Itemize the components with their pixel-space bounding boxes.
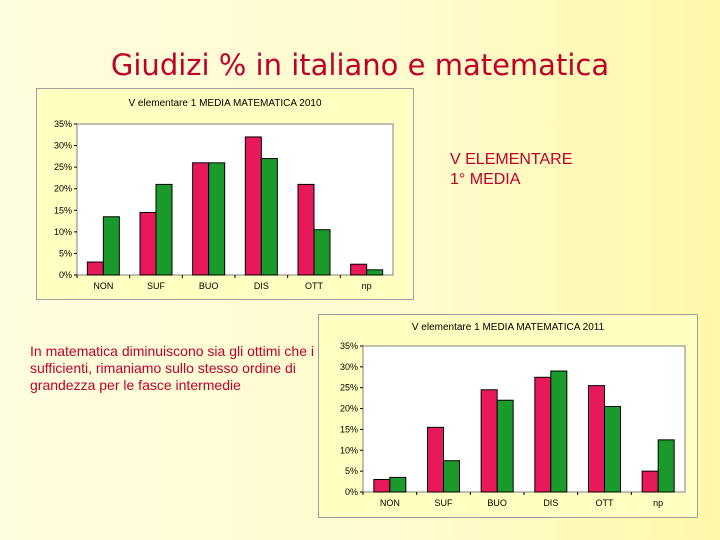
y-tick-label: 10%	[53, 226, 72, 237]
x-tick-label: NON	[93, 281, 114, 291]
y-tick-label: 15%	[339, 424, 358, 435]
slide-title: Giudizi % in italiano e matematica	[110, 48, 610, 82]
legend	[450, 150, 572, 190]
y-tick-label: 35%	[53, 119, 72, 129]
y-tick-label: 30%	[339, 361, 358, 372]
bar-v-elementare-ott	[298, 184, 314, 275]
plot-area	[363, 346, 685, 492]
note-text: In matematica diminuiscono sia gli ottimi che i sufficienti, rimaniamo sullo stesso ordine di grandezza per le fasce intermedie	[30, 343, 315, 393]
bar-1-media-ott	[605, 406, 621, 492]
x-tick-label: BUO	[198, 281, 219, 291]
x-tick-label: DIS	[543, 498, 559, 508]
bar-1-media-np	[367, 270, 383, 275]
bar-1-media-dis	[261, 159, 277, 275]
y-tick-label: 15%	[53, 205, 72, 216]
y-tick-label: 20%	[339, 403, 358, 414]
x-tick-label: NON	[379, 498, 400, 508]
chart-2011	[318, 314, 698, 518]
bar-v-elementare-buo	[193, 163, 209, 275]
y-tick-label: 10%	[339, 445, 358, 456]
x-tick-label: OTT	[595, 498, 614, 508]
y-tick-label: 35%	[339, 341, 358, 351]
bar-1-media-ott	[314, 230, 330, 275]
y-tick-label: 25%	[53, 162, 72, 173]
bar-v-elementare-dis	[535, 377, 551, 492]
bar-1-media-non	[390, 477, 406, 492]
y-tick-label: 20%	[53, 183, 72, 194]
bar-1-media-non	[103, 217, 119, 275]
bar-1-media-dis	[551, 371, 567, 492]
bar-v-elementare-ott	[589, 386, 605, 492]
bar-v-elementare-non	[87, 262, 103, 275]
bar-1-media-suf	[156, 184, 172, 275]
y-tick-label: 5%	[344, 466, 358, 477]
bar-v-elementare-suf	[428, 427, 444, 492]
plot-area	[77, 124, 393, 275]
bar-v-elementare-np	[642, 471, 658, 492]
bar-v-elementare-suf	[140, 212, 156, 275]
bar-1-media-buo	[497, 400, 513, 492]
legend-item-v-elementare: V ELEMENTARE	[450, 151, 573, 168]
chart-title: V elementare 1 MEDIA MATEMATICA 2011	[411, 322, 605, 333]
bar-1-media-buo	[209, 163, 225, 275]
x-tick-label: DIS	[253, 281, 269, 291]
chart-2010	[36, 88, 414, 300]
bar-v-elementare-np	[351, 264, 367, 275]
y-tick-label: 25%	[339, 382, 358, 393]
legend-item-1-media: 1° MEDIA	[450, 171, 521, 188]
x-tick-label: BUO	[487, 498, 507, 508]
chart-2011-plot	[319, 315, 697, 517]
y-tick-label: 0%	[344, 487, 358, 497]
bar-v-elementare-buo	[481, 390, 497, 492]
x-tick-label: np	[653, 498, 664, 508]
x-tick-label: np	[361, 281, 372, 291]
x-tick-label: OTT	[305, 281, 323, 291]
y-tick-label: 5%	[58, 248, 72, 259]
y-tick-label: 0%	[58, 270, 72, 280]
bar-1-media-np	[658, 440, 674, 492]
x-tick-label: SUF	[434, 498, 453, 508]
x-tick-label: SUF	[147, 281, 165, 291]
y-tick-label: 30%	[53, 140, 72, 151]
bar-v-elementare-dis	[245, 137, 261, 275]
chart-title: V elementare 1 MEDIA MATEMATICA 2010	[128, 98, 322, 109]
chart-2010-plot	[37, 89, 413, 299]
bar-1-media-suf	[444, 461, 460, 492]
bar-v-elementare-non	[374, 479, 390, 492]
